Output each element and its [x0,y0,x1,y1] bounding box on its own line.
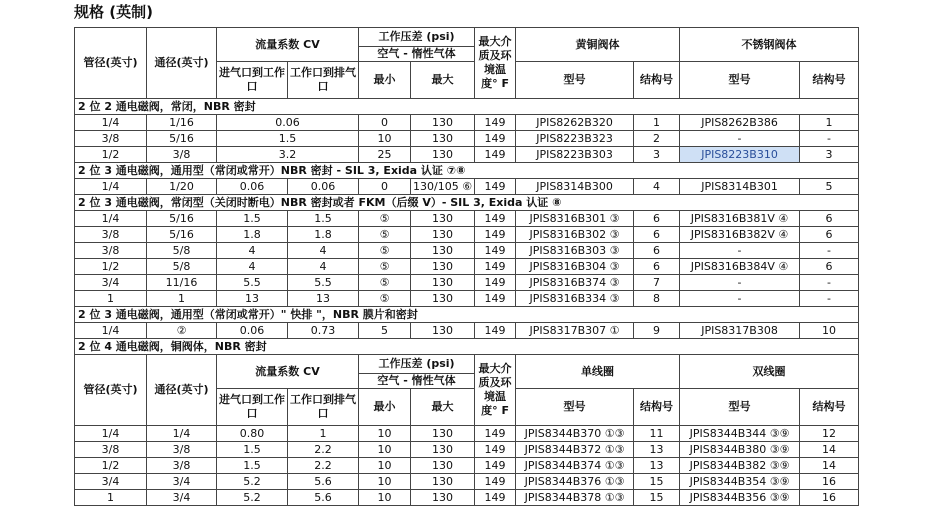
header2-pmax: 最大 [411,389,475,426]
table-row [75,115,859,131]
cell-pressure-max: 130 [411,474,475,490]
table-row [75,426,859,442]
cell-orifice: 3/8 [147,458,217,474]
cell-pressure-min: ⑤ [359,259,411,275]
cell-cv-out: 1.8 [288,227,359,243]
cell-structure-a: 3 [634,147,680,163]
cell-structure-a: 1 [634,115,680,131]
cell-cv-in: 13 [217,291,288,307]
cell-max-temp: 149 [475,474,516,490]
cell-pressure-max: 130 [411,243,475,259]
cell-max-temp: 149 [475,227,516,243]
cell-cv-in: 5.5 [217,275,288,291]
cell-orifice: 5/16 [147,131,217,147]
cell-model-a: JPIS8344B372 ①③ [516,442,634,458]
cell-port-size: 1/4 [75,115,147,131]
cell-max-temp: 149 [475,323,516,339]
cell-model-a: JPIS8223B303 [516,147,634,163]
cell-max-temp: 149 [475,442,516,458]
cell-cv-in: 1.5 [217,458,288,474]
cell-cv-in: 0.06 [217,179,288,195]
cell-cv-in: 1.8 [217,227,288,243]
cell-cv-in: 0.06 [217,323,288,339]
header2-model-b: 型号 [680,389,800,426]
cell-cv-out: 5.5 [288,275,359,291]
header2-pressure: 工作压差 (psi) [359,355,475,374]
cell-cv-out: 5.6 [288,490,359,506]
header-cv: 流量系数 CV [217,28,359,62]
cell-pressure-max: 130 [411,131,475,147]
cell-max-temp: 149 [475,275,516,291]
cell-model-b: - [680,243,800,259]
cell-structure-a: 9 [634,323,680,339]
cell-port-size: 1/4 [75,323,147,339]
cell-model-a: JPIS8344B376 ①③ [516,474,634,490]
header2-max-temp: 最大介质及环境温度° F [475,355,516,426]
cell-pressure-min: 10 [359,426,411,442]
cell-cv-in: 1.5 [217,442,288,458]
cell-structure-b: - [800,131,859,147]
cell-structure-a: 6 [634,211,680,227]
cell-max-temp: 149 [475,458,516,474]
cell-cv-in: 5.2 [217,490,288,506]
cell-structure-b: 6 [800,211,859,227]
cell-cv-out: 4 [288,259,359,275]
header-port-size: 管径(英寸) [75,28,147,99]
cell-structure-b: 10 [800,323,859,339]
cell-pressure-min: 0 [359,115,411,131]
header2-pressure-sub: 空气 - 惰性气体 [359,374,475,389]
cell-orifice: 11/16 [147,275,217,291]
cell-cv-out: 0.06 [288,179,359,195]
table-row [75,458,859,474]
table-row [75,131,859,147]
cell-port-size: 1/4 [75,426,147,442]
header-model-a: 型号 [516,62,634,99]
cell-port-size: 1/4 [75,179,147,195]
cell-cv-out: 1.5 [288,211,359,227]
header-group-b: 不锈钢阀体 [680,28,859,62]
cell-pressure-max: 130 [411,442,475,458]
section-row [75,163,859,179]
cell-orifice: 3/8 [147,442,217,458]
cell-cv-out: 4 [288,243,359,259]
cell-pressure-max: 130 [411,291,475,307]
cell-structure-b: 16 [800,474,859,490]
cell-port-size: 1/2 [75,147,147,163]
cell-cv-in: 5.2 [217,474,288,490]
cell-structure-a: 7 [634,275,680,291]
header-pressure: 工作压差 (psi) [359,28,475,47]
header-cv-in: 进气口到工作口 [217,62,288,99]
cell-max-temp: 149 [475,147,516,163]
cell-pressure-min: ⑤ [359,243,411,259]
table-row [75,323,859,339]
cell-pressure-max: 130 [411,211,475,227]
table-row [75,275,859,291]
cell-structure-b: 1 [800,115,859,131]
table-row [75,179,859,195]
cell-pressure-min: ⑤ [359,211,411,227]
header2-cv-in: 进气口到工作口 [217,389,288,426]
section-row [75,307,859,323]
cell-structure-a: 6 [634,243,680,259]
header-max-temp: 最大介质及环境温度° F [475,28,516,99]
section-row [75,99,859,115]
header-row-1 [75,28,859,47]
cell-cv-in: 4 [217,243,288,259]
cell-structure-b: 5 [800,179,859,195]
cell-orifice: 1 [147,291,217,307]
header-structure-b: 结构号 [800,62,859,99]
header2-structure-b: 结构号 [800,389,859,426]
section-title: 2 位 3 通电磁阀，通用型（常闭或常开）" 快排 "，NBR 膜片和密封 [75,307,859,323]
cell-structure-a: 6 [634,227,680,243]
section-title: 2 位 2 通电磁阀，常闭，NBR 密封 [75,99,859,115]
cell-pressure-min: 25 [359,147,411,163]
cell-max-temp: 149 [475,490,516,506]
cell-model-b: JPIS8344B356 ③⑨ [680,490,800,506]
section-row [75,339,859,355]
cell-cv-out: 2.2 [288,458,359,474]
cell-model-a: JPIS8316B303 ③ [516,243,634,259]
cell-structure-b: - [800,291,859,307]
cell-orifice: 5/8 [147,259,217,275]
cell-orifice: 1/4 [147,426,217,442]
cell-pressure-max: 130 [411,115,475,131]
cell-pressure-max: 130 [411,458,475,474]
cell-orifice: 1/20 [147,179,217,195]
cell-cv-out: 2.2 [288,442,359,458]
header-model-b: 型号 [680,62,800,99]
cell-orifice: 3/4 [147,474,217,490]
section-title: 2 位 3 通电磁阀，通用型（常闭或常开）NBR 密封 - SIL 3, Exida 认证 ⑦⑧ [75,163,859,179]
table-row [75,291,859,307]
header2-pmin: 最小 [359,389,411,426]
cell-max-temp: 149 [475,426,516,442]
cell-orifice: 3/8 [147,147,217,163]
header-pmax: 最大 [411,62,475,99]
header2-orifice: 通径(英寸) [147,355,217,426]
cell-cv-out: 13 [288,291,359,307]
cell-model-a: JPIS8316B301 ③ [516,211,634,227]
cell-model-a: JPIS8314B300 [516,179,634,195]
cell-model-b: JPIS8262B386 [680,115,800,131]
cell-pressure-min: 5 [359,323,411,339]
cell-model-b: JPIS8314B301 [680,179,800,195]
cell-cv-out: 5.6 [288,474,359,490]
header2-row-1 [75,355,859,374]
header2-structure-a: 结构号 [634,389,680,426]
spec-table [74,27,859,506]
cell-structure-a: 6 [634,259,680,275]
cell-cv-in: 1.5 [217,211,288,227]
table-row [75,227,859,243]
cell-model-b: - [680,275,800,291]
cell-port-size: 3/4 [75,474,147,490]
cell-max-temp: 149 [475,211,516,227]
cell-pressure-max: 130 [411,259,475,275]
cell-max-temp: 149 [475,243,516,259]
cell-model-b: JPIS8317B308 [680,323,800,339]
cell-orifice: 1/16 [147,115,217,131]
table-row [75,243,859,259]
cell-structure-a: 11 [634,426,680,442]
header2-model-a: 型号 [516,389,634,426]
table-row [75,259,859,275]
cell-structure-a: 2 [634,131,680,147]
table-row [75,490,859,506]
cell-pressure-max: 130 [411,323,475,339]
cell-structure-b: 3 [800,147,859,163]
cell-structure-b: 14 [800,458,859,474]
cell-model-a: JPIS8262B320 [516,115,634,131]
cell-pressure-max: 130 [411,490,475,506]
cell-model-a: JPIS8316B334 ③ [516,291,634,307]
header-cv-out: 工作口到排气口 [288,62,359,99]
cell-pressure-max: 130 [411,147,475,163]
cell-structure-a: 13 [634,442,680,458]
cell-structure-b: 12 [800,426,859,442]
section-title: 2 位 4 通电磁阀，铜阀体，NBR 密封 [75,339,859,355]
cell-port-size: 3/8 [75,442,147,458]
cell-port-size: 1 [75,490,147,506]
cell-pressure-min: 10 [359,474,411,490]
cell-pressure-min: 10 [359,490,411,506]
cell-structure-a: 8 [634,291,680,307]
cell-model-b: JPIS8344B380 ③⑨ [680,442,800,458]
cell-pressure-min: 10 [359,131,411,147]
cell-structure-a: 4 [634,179,680,195]
cell-orifice: ② [147,323,217,339]
cell-pressure-min: ⑤ [359,291,411,307]
header2-cv-out: 工作口到排气口 [288,389,359,426]
cell-max-temp: 149 [475,291,516,307]
cell-pressure-max: 130 [411,227,475,243]
cell-pressure-max: 130 [411,426,475,442]
cell-orifice: 3/4 [147,490,217,506]
cell-pressure-max: 130/105 ⑥ [411,179,475,195]
cell-model-a: JPIS8316B304 ③ [516,259,634,275]
cell-cv-in: 0.06 [217,115,359,131]
cell-model-b: JPIS8316B384V ④ [680,259,800,275]
cell-max-temp: 149 [475,179,516,195]
cell-model-a: JPIS8223B323 [516,131,634,147]
cell-structure-b: - [800,243,859,259]
table-row [75,211,859,227]
cell-structure-b: 16 [800,490,859,506]
cell-model-b: - [680,131,800,147]
header-pressure-sub: 空气 - 惰性气体 [359,47,475,62]
cell-orifice: 5/16 [147,211,217,227]
table-row [75,474,859,490]
cell-cv-in: 3.2 [217,147,359,163]
cell-structure-b: 6 [800,227,859,243]
cell-structure-b: 14 [800,442,859,458]
cell-model-a: JPIS8316B302 ③ [516,227,634,243]
header2-port-size: 管径(英寸) [75,355,147,426]
cell-orifice: 5/8 [147,243,217,259]
cell-model-a: JPIS8316B374 ③ [516,275,634,291]
cell-port-size: 3/4 [75,275,147,291]
cell-structure-b: - [800,275,859,291]
cell-cv-in: 1.5 [217,131,359,147]
cell-model-b: JPIS8344B382 ③⑨ [680,458,800,474]
header2-group-a: 单线圈 [516,355,680,389]
table-row [75,442,859,458]
cell-model-b: - [680,291,800,307]
cell-cv-in: 4 [217,259,288,275]
section-title: 2 位 3 通电磁阀，常闭型（关闭时断电）NBR 密封或者 FKM（后缀 V）- SIL 3, Exida 认证 ⑧ [75,195,859,211]
header-group-a: 黄铜阀体 [516,28,680,62]
cell-model-a: JPIS8344B370 ①③ [516,426,634,442]
cell-model-a: JPIS8317B307 ① [516,323,634,339]
cell-model-a: JPIS8344B374 ①③ [516,458,634,474]
header-pmin: 最小 [359,62,411,99]
cell-cv-out: 0.73 [288,323,359,339]
cell-pressure-min: ⑤ [359,227,411,243]
header2-cv: 流量系数 CV [217,355,359,389]
cell-pressure-min: 10 [359,442,411,458]
header2-group-b: 双线圈 [680,355,859,389]
cell-structure-a: 15 [634,490,680,506]
cell-model-b: JPIS8316B381V ④ [680,211,800,227]
cell-pressure-max: 130 [411,275,475,291]
cell-model-b: JPIS8223B310 [680,147,800,163]
cell-port-size: 1/4 [75,211,147,227]
cell-port-size: 3/8 [75,227,147,243]
cell-port-size: 1 [75,291,147,307]
cell-max-temp: 149 [475,259,516,275]
cell-max-temp: 149 [475,115,516,131]
cell-orifice: 5/16 [147,227,217,243]
cell-cv-out: 1 [288,426,359,442]
cell-cv-in: 0.80 [217,426,288,442]
header-orifice: 通径(英寸) [147,28,217,99]
cell-port-size: 1/2 [75,458,147,474]
table-row [75,147,859,163]
cell-pressure-min: 0 [359,179,411,195]
cell-max-temp: 149 [475,131,516,147]
cell-port-size: 3/8 [75,243,147,259]
section-row [75,195,859,211]
cell-model-b: JPIS8316B382V ④ [680,227,800,243]
spec-table-body [75,28,859,506]
cell-model-b: JPIS8344B344 ③⑨ [680,426,800,442]
cell-pressure-min: 10 [359,458,411,474]
header-structure-a: 结构号 [634,62,680,99]
cell-structure-b: 6 [800,259,859,275]
cell-structure-a: 13 [634,458,680,474]
cell-model-a: JPIS8344B378 ①③ [516,490,634,506]
page-title: 规格 (英制) [74,3,153,21]
cell-pressure-min: ⑤ [359,275,411,291]
cell-structure-a: 15 [634,474,680,490]
cell-port-size: 3/8 [75,131,147,147]
cell-port-size: 1/2 [75,259,147,275]
cell-model-b: JPIS8344B354 ③⑨ [680,474,800,490]
